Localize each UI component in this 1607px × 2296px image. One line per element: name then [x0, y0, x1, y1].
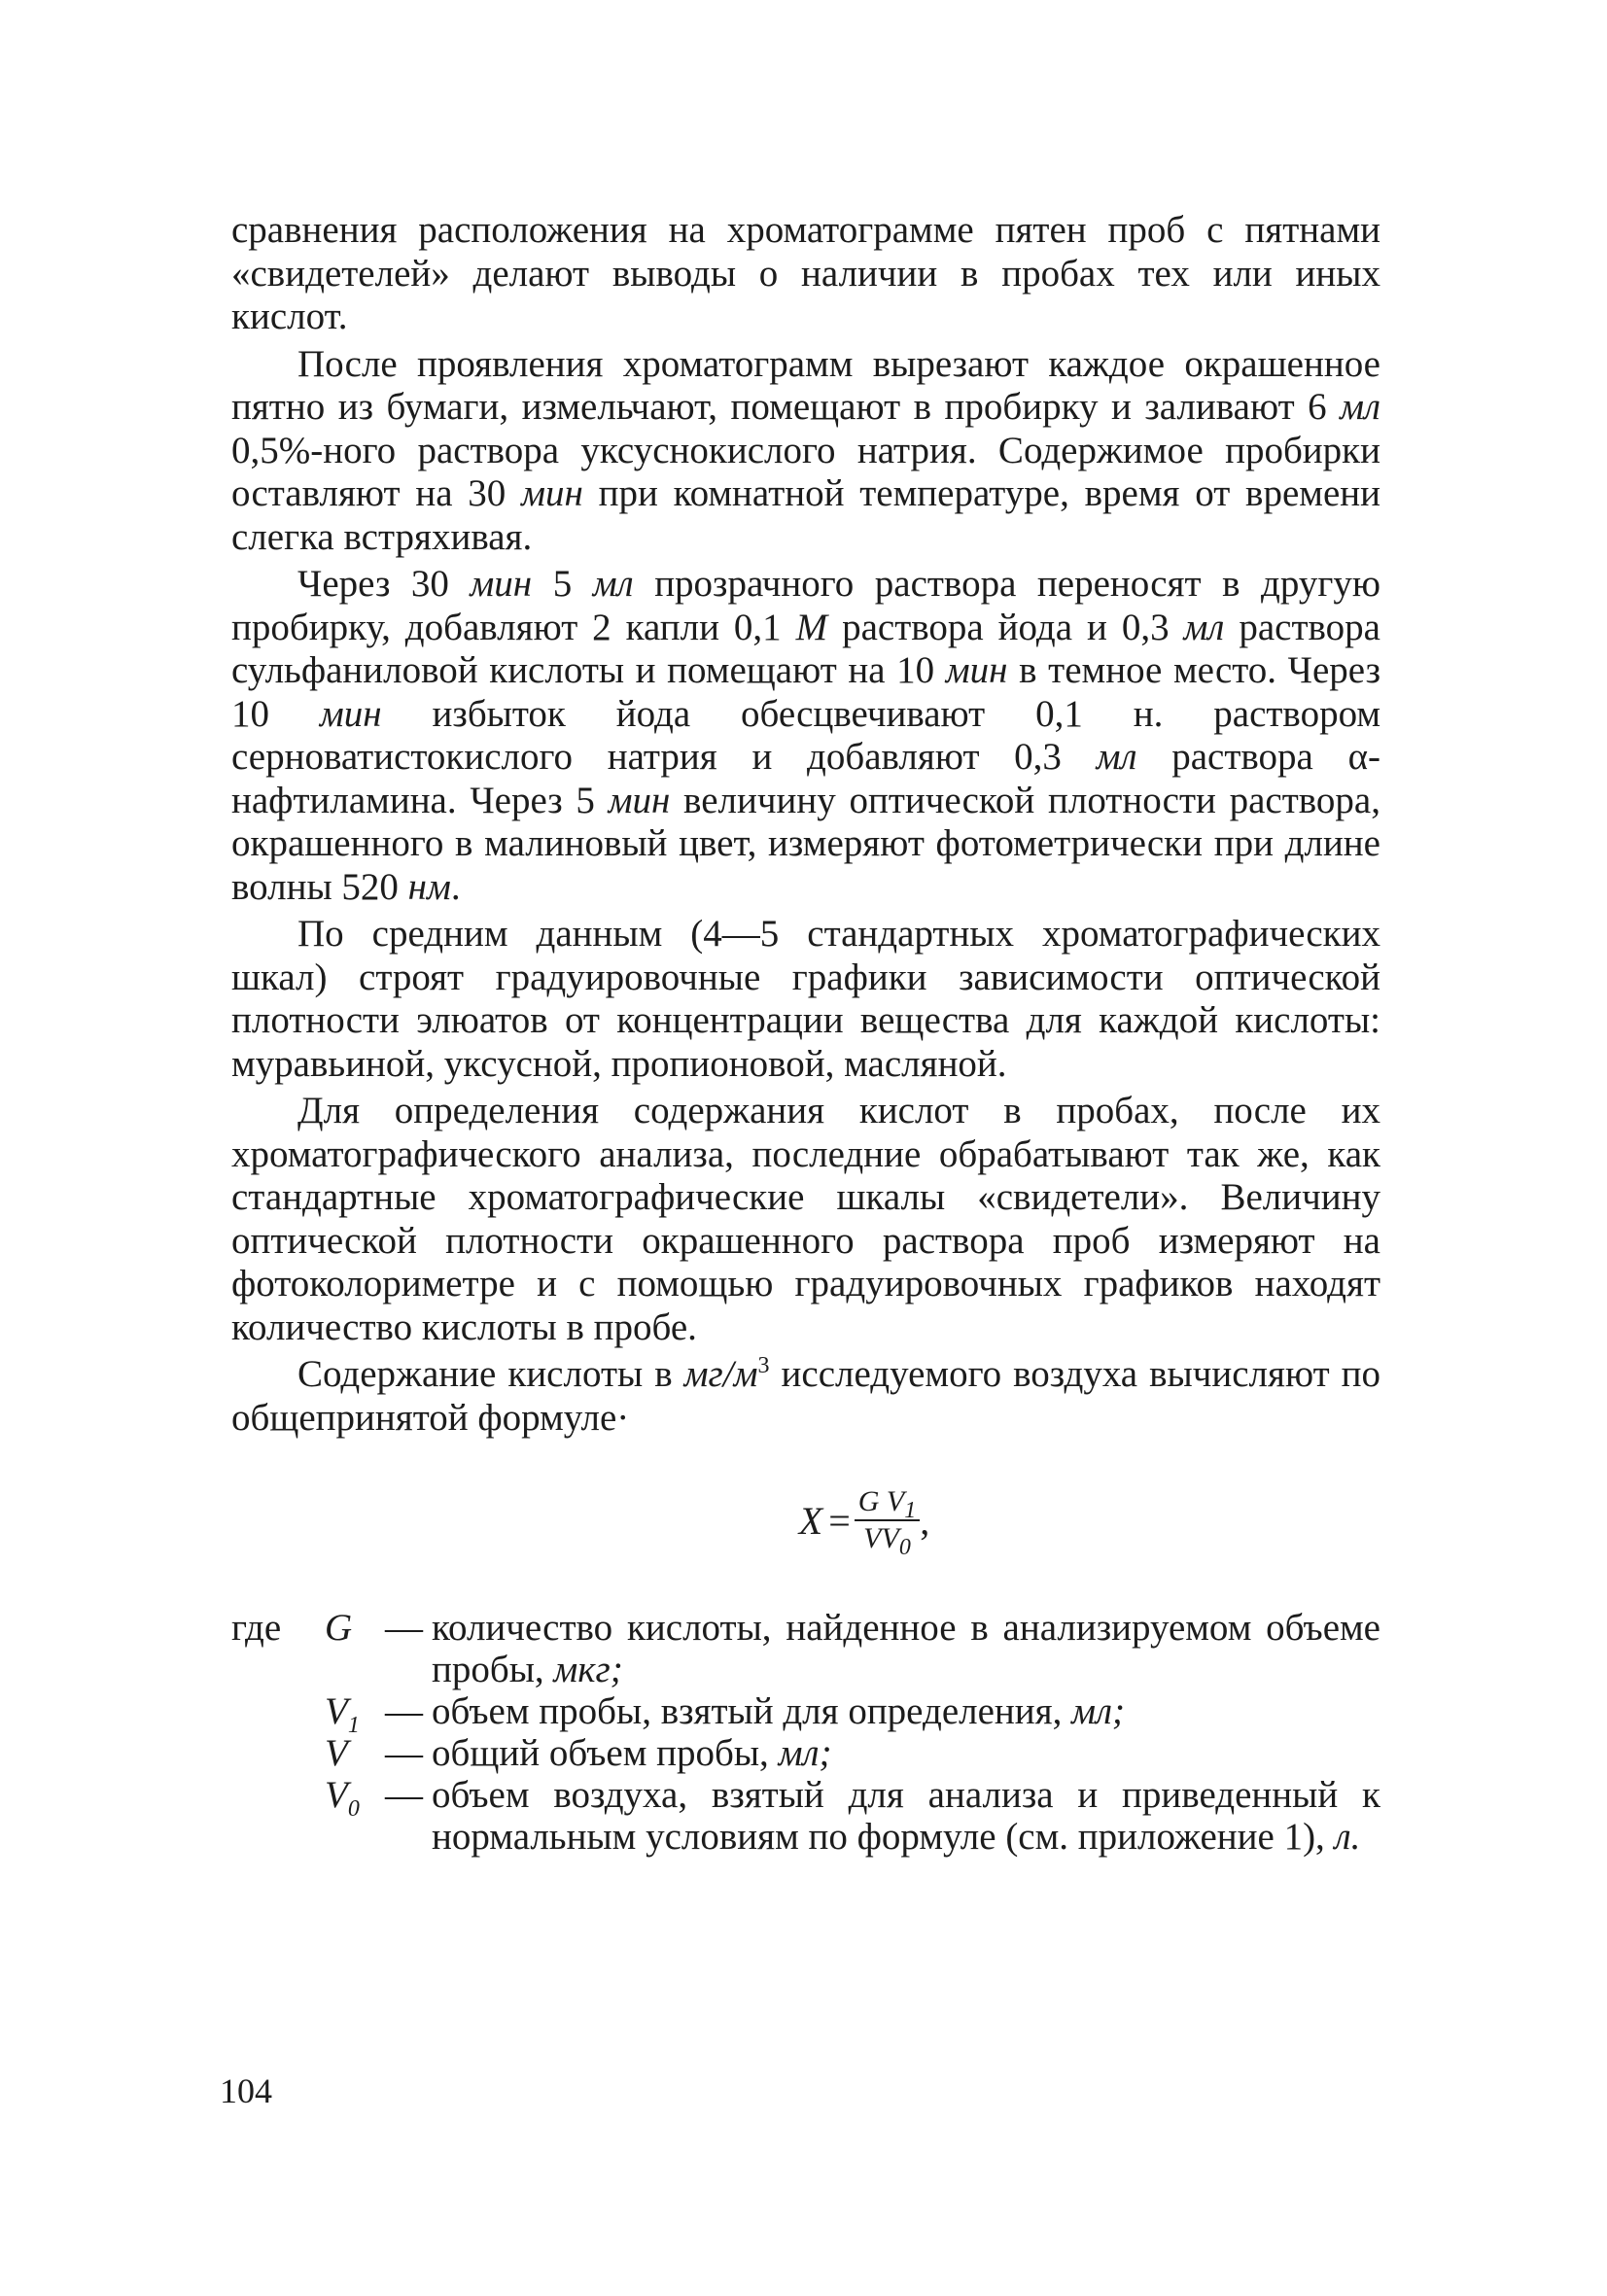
- text-run: 0,5%-ного раствора уксуснокислого натрия. Содержимое пробирки оставляют на 30: [231, 429, 1380, 514]
- symbol-subscript: 1: [347, 1712, 360, 1738]
- definition-body: объем воздуха, взятый для анализа и приведенный к нормальным условиям по формуле (см. приложение 1),: [432, 1774, 1380, 1858]
- symbol-text: V: [325, 1774, 348, 1816]
- symbol-text: V: [325, 1732, 348, 1774]
- paragraph-1-text: сравнения расположения на хроматограмме пятен проб с пятнами «свидетелей» делают выводы о наличии в пробах тех или иных кислот.: [231, 209, 1380, 337]
- definition-body: количество кислоты, найденное в анализируемом объеме пробы,: [432, 1607, 1380, 1690]
- unit-text: нм: [407, 865, 451, 908]
- superscript: 3: [757, 1353, 770, 1378]
- symbol-subscript: 0: [347, 1795, 360, 1822]
- unit-text: мин: [470, 563, 533, 605]
- unit-text: мл: [1183, 606, 1225, 648]
- paragraph-5: [231, 1090, 1380, 1349]
- definition-unit: л.: [1334, 1816, 1361, 1858]
- paragraph-5-text: Для определения содержания кислот в пробах, после их хроматографического анализа, последние обрабатывают так же, как стандартные хроматографические шкалы «свидетели». Величину оптической плотности окрашенного раствора проб измеряют на фотоколориметре и с помощью градуировочных графиков находят количество кислоты в пробе.: [231, 1090, 1380, 1348]
- definition-unit: мл;: [778, 1732, 832, 1774]
- definition-dash: —: [385, 1690, 423, 1732]
- page-body: [231, 209, 1380, 1858]
- text-run: величину оптической плотности раствора, окрашенного в малиновый цвет, измеряют фотометрически при длине волны 520: [231, 779, 1380, 908]
- text-run: Через 30: [297, 563, 471, 605]
- text-run: раствора сульфаниловой кислоты и помещают на 10: [231, 606, 1380, 691]
- text-run: прозрачного раствора переносят в другую пробирку, добавляют 2 капли 0,1: [231, 563, 1380, 648]
- definition-unit: мл;: [1071, 1690, 1125, 1732]
- formula-equals: =: [828, 1498, 851, 1543]
- definition-dash: —: [385, 1732, 423, 1774]
- variable-symbol: [325, 1607, 385, 1690]
- definition-text: [432, 1690, 1380, 1732]
- definition-row: [231, 1690, 1380, 1738]
- variable-symbol: [325, 1732, 385, 1774]
- formula: [798, 1485, 930, 1560]
- definition-text: [432, 1732, 1380, 1774]
- text-run: при комнатной температуре, время от времени слегка встряхивая.: [231, 472, 1380, 558]
- unit-text: мин: [319, 692, 382, 735]
- page-number: 104: [220, 2071, 272, 2110]
- paragraph-3: [231, 563, 1380, 909]
- definition-unit: мкг;: [553, 1649, 623, 1690]
- definition-row: [231, 1732, 1380, 1774]
- unit-text: мл: [1340, 386, 1380, 428]
- paragraph-2: [231, 343, 1380, 560]
- formula-denominator: [859, 1521, 915, 1560]
- unit-text: мин: [945, 649, 1008, 691]
- formula-block: [231, 1485, 1380, 1560]
- where-spacer: [231, 1774, 325, 1858]
- formula-comma: ,: [920, 1498, 930, 1543]
- numerator-subscript: 1: [904, 1498, 917, 1523]
- paragraph-4: [231, 913, 1380, 1086]
- paragraph-1: [231, 209, 1380, 339]
- text-run: После проявления хроматограмм вырезают каждое окрашенное пятно из бумаги, измельчают, помещают в пробирку и заливают 6: [231, 342, 1380, 428]
- paragraph-4-text: По средним данным (4—5 стандартных хроматографических шкал) строят градуировочные графики зависимости оптической плотности элюатов от концентрации вещества для каждой кислоты: муравьиной, уксусной, пропионовой, масляной.: [231, 913, 1380, 1085]
- paragraph-6: [231, 1353, 1380, 1440]
- definition-body: объем пробы, взятый для определения,: [432, 1690, 1072, 1732]
- unit-text: мин: [521, 472, 583, 514]
- text-run: раствора йода и 0,3: [827, 606, 1184, 648]
- where-spacer: [231, 1690, 325, 1732]
- unit-text: М: [795, 606, 828, 648]
- formula-numerator: [855, 1486, 921, 1521]
- text-run: избыток йода обесцвечивают 0,1 н. раствором серноватистокислого натрия и добавляют 0,3: [231, 692, 1381, 778]
- where-label: где: [231, 1607, 282, 1649]
- definition-body: общий объем пробы,: [432, 1732, 779, 1774]
- text-run: раствора α-нафтиламина. Через 5: [231, 736, 1380, 821]
- definition-row: [231, 1774, 1380, 1858]
- definition-row: [231, 1607, 1380, 1690]
- definition-text: [432, 1774, 1380, 1858]
- variable-definitions: [231, 1607, 1380, 1858]
- unit-text: мин: [608, 779, 671, 821]
- where-spacer: [231, 1732, 325, 1774]
- formula-lhs: X: [798, 1498, 823, 1543]
- unit-text: мг/м: [683, 1353, 758, 1395]
- text-run: в темное место. Через 10: [231, 649, 1380, 735]
- numerator-text: G V: [857, 1485, 905, 1517]
- definition-dash: —: [385, 1774, 423, 1816]
- symbol-text: V: [325, 1690, 348, 1732]
- variable-symbol: [325, 1690, 385, 1738]
- definition-dash: —: [385, 1607, 423, 1649]
- text-run: 5: [532, 563, 593, 605]
- unit-text: мл: [592, 563, 634, 605]
- denominator-text: VV: [863, 1522, 899, 1554]
- symbol-text: G: [325, 1607, 353, 1649]
- text-run: исследуемого воздуха вычисляют по общепринятой формуле·: [231, 1353, 1381, 1439]
- formula-fraction: [855, 1485, 921, 1560]
- text-run: .: [450, 865, 461, 908]
- unit-text: мл: [1096, 736, 1137, 778]
- definition-text: [432, 1607, 1380, 1690]
- text-run: Содержание кислоты в: [297, 1353, 684, 1395]
- denominator-subscript: 0: [898, 1535, 911, 1560]
- variable-symbol: [325, 1774, 385, 1858]
